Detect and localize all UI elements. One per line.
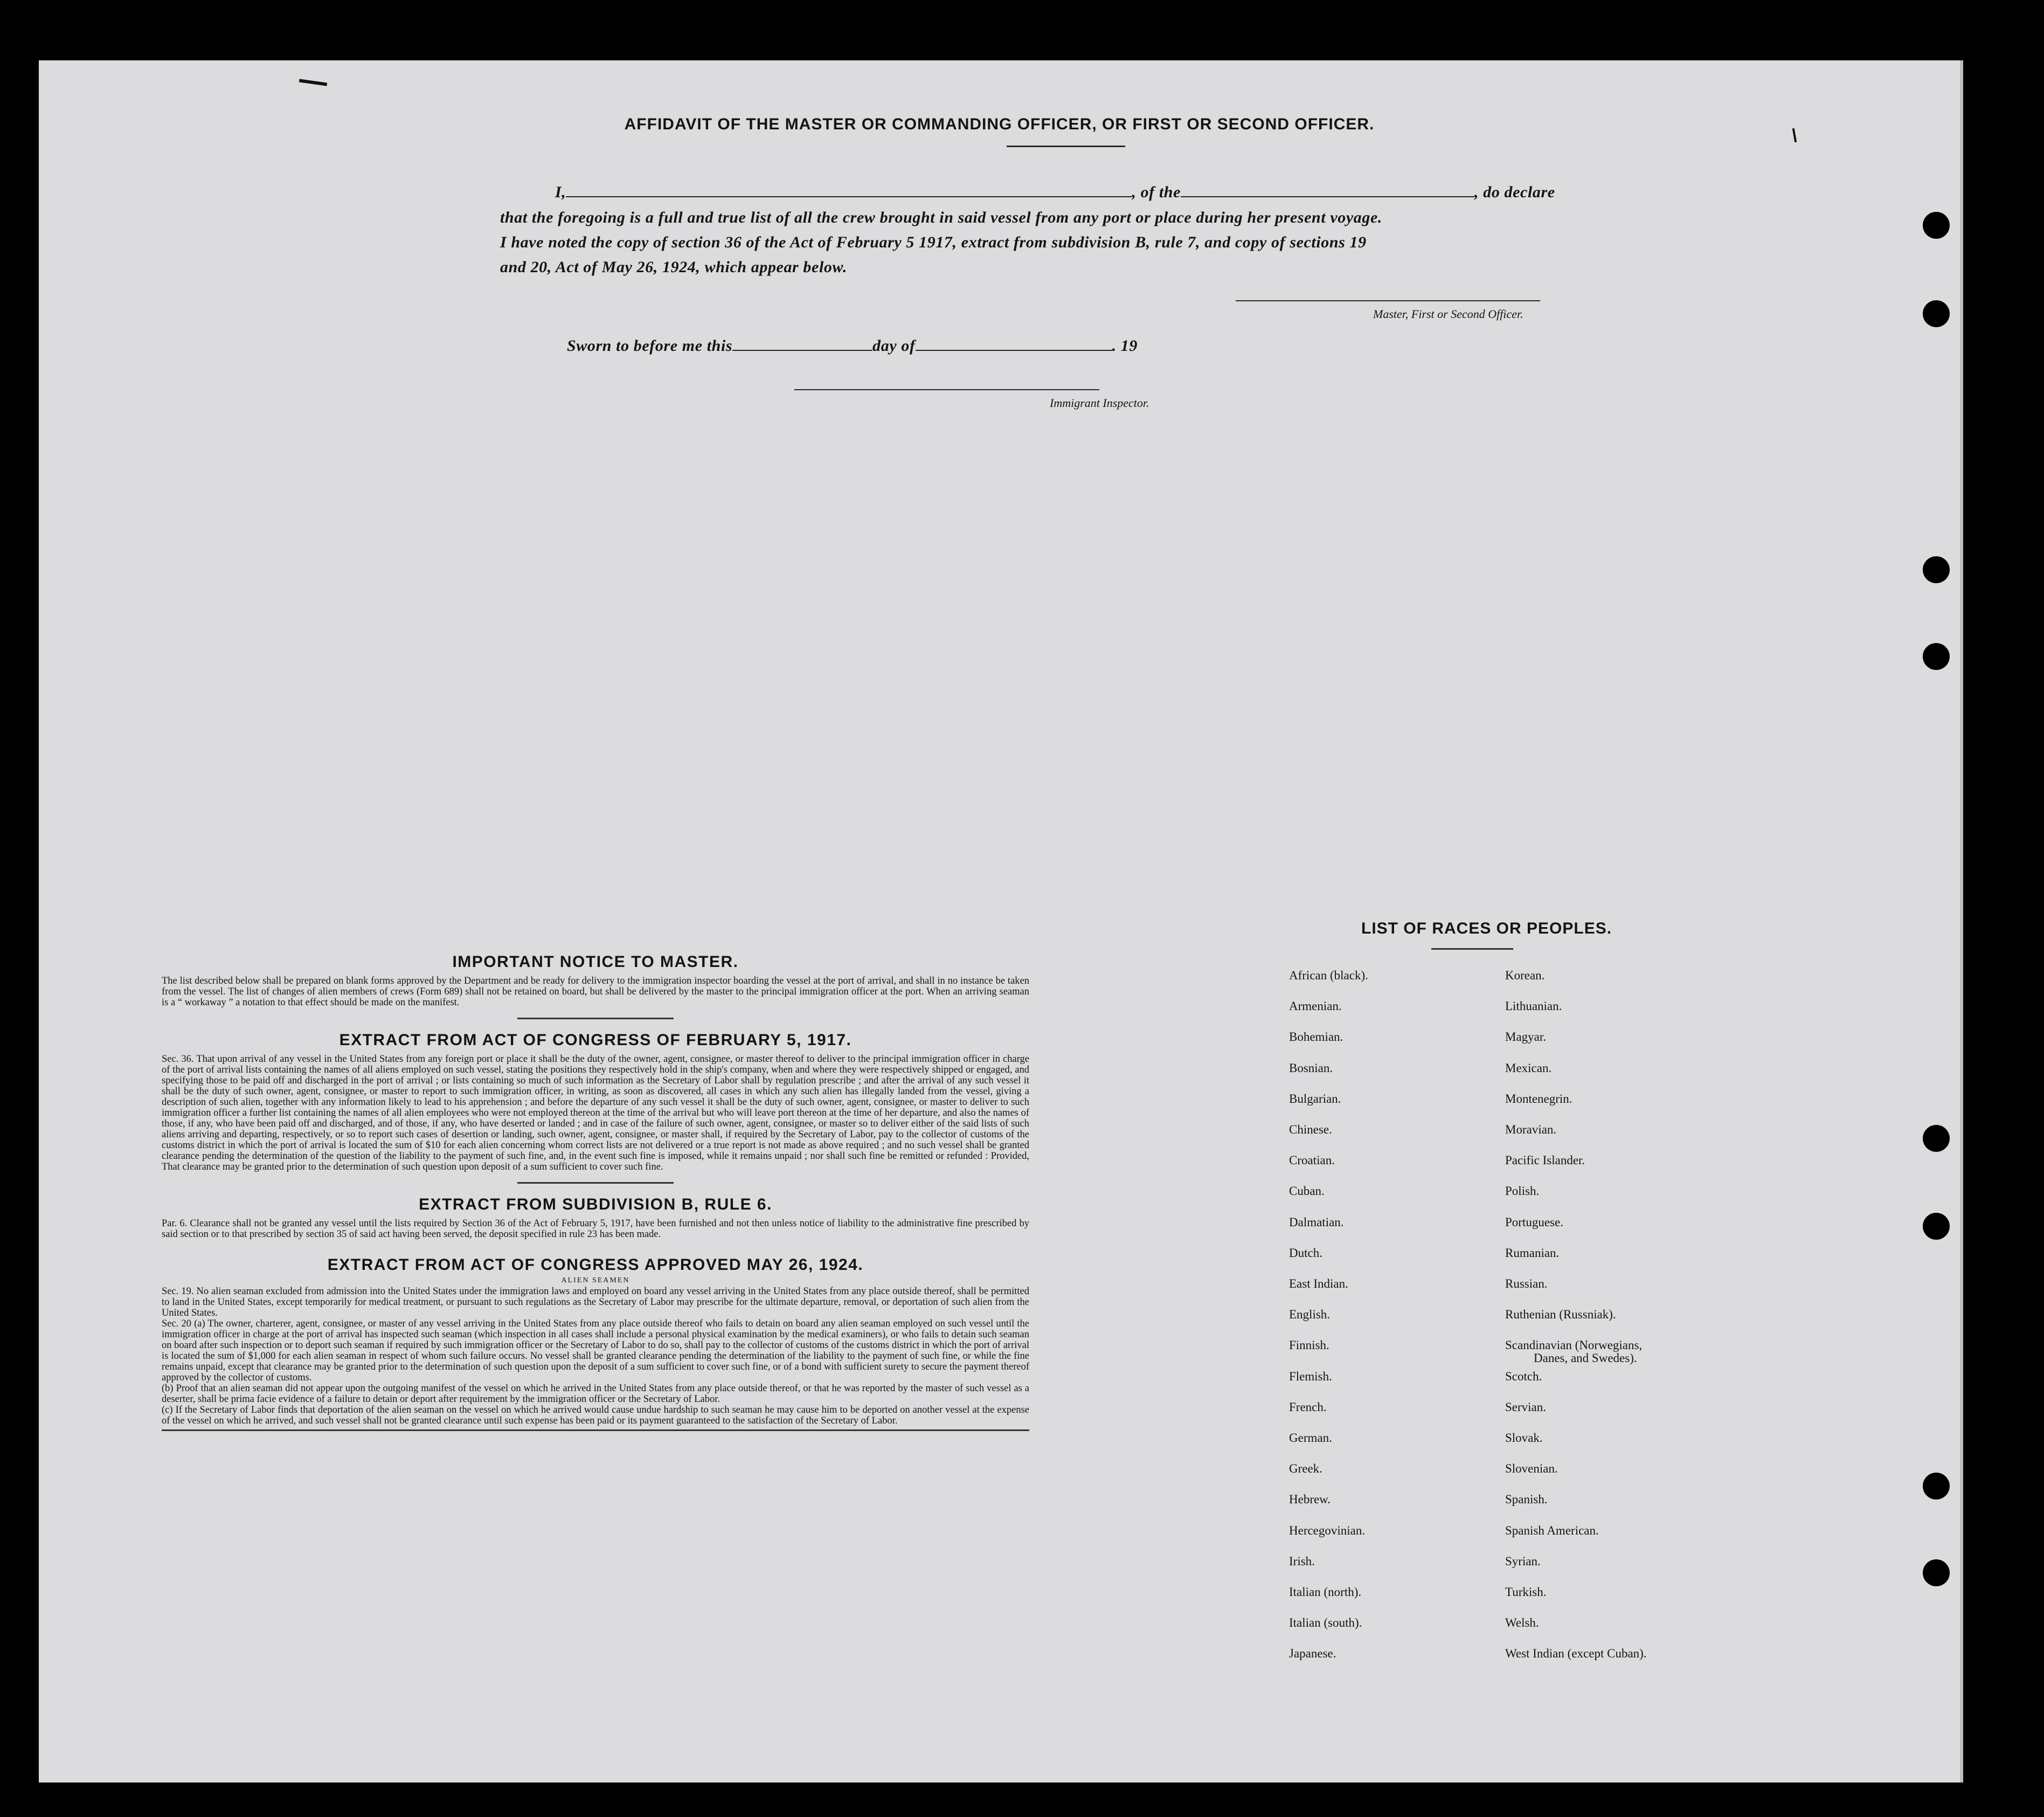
declarant-name-field[interactable] — [566, 196, 1132, 197]
declare-label: , do declare — [1474, 183, 1555, 201]
extract-1924-sec20a: Sec. 20 (a) The owner, charterer, agent, consignee, or master of any vessel arriving in the United States from any place outside thereof who fails to detain on board any alien seaman employed on such vessel until the immigration officer in charge at the port of arrival has inspected such seaman (which inspection in all cases shall include a personal physical examination by the medical examiners), or who fails to detain such seaman on board after such inspection or to deport such seaman if required by such immigration officer or the Secretary of Labor to do so, shall pay to the collector of customs of the customs district in which the port of arrival is located the sum of $1,000 for each alien seaman in respect of whom such failure occurs. No vessel shall be granted clearance pending the determination of the liability to the payment of such fine, or while the fine remains unpaid, except that clearance may be granted prior to the determination of such question upon the deposit of a sum sufficient to cover such fine, or of a bond with sufficient surety to secure the payment thereof approved by the collector of customs. — [162, 1318, 1029, 1383]
punch-hole — [1923, 643, 1950, 670]
sworn-line — [567, 337, 1138, 355]
affidavit-line-3: I have noted the copy of section 36 of the Act of February 5 1917, extract from subdivision B, rule 7, and copy of sections 19 — [500, 233, 1367, 251]
race-item: French. — [1289, 1400, 1327, 1414]
punch-hole — [1923, 1213, 1950, 1240]
race-item: Italian (south). — [1289, 1616, 1362, 1629]
race-item: Armenian. — [1289, 999, 1342, 1013]
punch-hole — [1923, 300, 1950, 327]
extract-rule6-title: EXTRACT FROM SUBDIVISION B, RULE 6. — [419, 1196, 772, 1213]
race-item: Polish. — [1505, 1184, 1540, 1198]
race-item: Japanese. — [1289, 1647, 1336, 1660]
extract-1917-title: EXTRACT FROM ACT OF CONGRESS OF FEBRUARY 5, 1917. — [339, 1031, 852, 1049]
notice-title: IMPORTANT NOTICE TO MASTER. — [452, 953, 739, 971]
race-item: Slovenian. — [1505, 1462, 1558, 1475]
race-item: Scotch. — [1505, 1370, 1542, 1383]
bleed-through — [350, 436, 1158, 450]
section-divider — [517, 1018, 674, 1019]
extract-1924-sec20c: (c) If the Secretary of Labor finds that deportation of the alien seaman on the vessel on which he arrived would cause undue hardship to such seaman he may cause him to be deported on another vessel at the expense of the vessel on which he arrived, and such vessel shall not be granted clearance until such expense has been paid or its payment guaranteed to the satisfaction of the Secretary of Labor. — [162, 1405, 1029, 1426]
race-item: Pacific Islander. — [1505, 1153, 1585, 1167]
race-item: West Indian (except Cuban). — [1505, 1647, 1647, 1660]
punch-hole — [1923, 1559, 1950, 1586]
race-item: Bulgarian. — [1289, 1092, 1341, 1106]
race-item: English. — [1289, 1308, 1331, 1321]
race-item: Lithuanian. — [1505, 999, 1562, 1013]
race-item: Flemish. — [1289, 1370, 1332, 1383]
sworn-day-field[interactable] — [732, 350, 872, 351]
race-item: Montenegrin. — [1505, 1092, 1572, 1106]
race-item: Korean. — [1505, 969, 1545, 982]
race-item: Cuban. — [1289, 1184, 1325, 1198]
race-item: Moravian. — [1505, 1123, 1557, 1136]
race-item: Spanish American. — [1505, 1524, 1599, 1537]
race-item: Finnish. — [1289, 1338, 1329, 1352]
race-item: Scandinavian (Norwegians, — [1505, 1338, 1643, 1352]
declarant-label: I, — [555, 183, 566, 201]
race-item: African (black). — [1289, 969, 1368, 982]
race-item: Welsh. — [1505, 1616, 1539, 1629]
race-item-continuation: Danes, and Swedes). — [1534, 1351, 1637, 1365]
punch-hole — [1923, 212, 1950, 239]
race-item: Ruthenian (Russniak). — [1505, 1308, 1616, 1321]
extract-1917-text: Sec. 36. That upon arrival of any vessel in the United States from any foreign port or place it shall be the duty of the owner, agent, consignee, or master thereof to deliver to the principal immigration officer in charge of the port of arrival lists containing the names of all aliens employed on such vessel, stating the positions they respectively hold in the ship's company, when and where they were respectively shipped or engaged, and specifying those to be paid off and discharged in the port of arrival ; or lists containing so much of such information as the Secretary of Labor shall by regulation prescribe ; and after the arrival of any such vessel it shall be the duty of such owner, agent, consignee, or master to report to such immigration officer, in writing, as soon as discovered, all cases in which any such alien has illegally landed from the vessel, giving a description of such alien, together with any information likely to lead to his apprehension ; and before the departure of any such vessel it shall be the duty of such owner, agent, consignee, or master to deliver to such immigration officer a further list containing the names of all alien employees who were not employed thereon at the time of the arrival but who will leave port thereon at the time of her departure, and also the names of those, if any, who have been paid off and discharged, and of those, if any, who have deserted or landed ; and in case of the failure of such owner, agent, consignee, or master so to deliver either of the said lists of such aliens arriving and departing, respectively, or so to report such cases of desertion or landing, such owner, agent, consignee, or master shall, if required by the Secretary of Labor, pay to the collector of customs of the customs district in which the port of arrival is located the sum of $10 for each alien concerning whom correct lists are not delivered or a true report is not made as above required ; and no such vessel shall be granted clearance pending the determination of the question of the liability to the payment of such fine, and, in the event such fine is imposed, while it remains unpaid ; nor shall such fine be remitted or refunded : Provided, That clearance may be granted prior to the determination of such question upon deposit of a sum sufficient to cover such fine. — [162, 1054, 1029, 1172]
race-item: Syrian. — [1505, 1555, 1541, 1568]
inspector-signature-line[interactable] — [794, 389, 1099, 390]
race-item: Slovak. — [1505, 1431, 1543, 1445]
races-title: LIST OF RACES OR PEOPLES. — [1361, 920, 1612, 937]
race-item: East Indian. — [1289, 1277, 1348, 1290]
affidavit-line-2: that the foregoing is a full and true list of all the crew brought in said vessel from any port or place during her present voyage. — [500, 209, 1383, 226]
extract-1924-title: EXTRACT FROM ACT OF CONGRESS APPROVED MAY 26, 1924. — [327, 1256, 864, 1274]
vessel-label: , of the — [1132, 183, 1181, 201]
punch-hole — [1923, 556, 1950, 583]
inspector-caption: Immigrant Inspector. — [1050, 396, 1149, 410]
notices-column — [162, 953, 1029, 1431]
title-rule — [1007, 146, 1125, 147]
race-item: Russian. — [1505, 1277, 1548, 1290]
race-item: Greek. — [1289, 1462, 1322, 1475]
race-item: Croatian. — [1289, 1153, 1335, 1167]
races-title-rule — [1431, 948, 1513, 950]
extract-rule6-text: Par. 6. Clearance shall not be granted any vessel until the lists required by Section 36 of the Act of February 5, 1917, have been furnished and not then unless notice of liability to the administrative fine prescribed by said section or to that prescribed by section 35 of said act having been served, the deposit specified in rule 23 has been made. — [162, 1218, 1029, 1240]
bottom-rule — [162, 1429, 1029, 1431]
race-item: Bohemian. — [1289, 1030, 1343, 1044]
race-item: Dutch. — [1289, 1246, 1322, 1260]
race-item: Bosnian. — [1289, 1061, 1333, 1075]
sworn-month-field[interactable] — [916, 350, 1112, 351]
torn-corner — [1969, 64, 2044, 158]
race-item: German. — [1289, 1431, 1332, 1445]
race-item: Magyar. — [1505, 1030, 1547, 1044]
race-item: Hercegovinian. — [1289, 1524, 1366, 1537]
notice-text: The list described below shall be prepared on blank forms approved by the Department and be ready for delivery to the immigration inspector boarding the vessel at the port of arrival, and shall in no instance be taken from the vessel. The list of changes of alien members of crews (Form 689) shall not be retained on board, but shall be delivered by the master to the principal immigration officer at the port. When an arriving seaman is a “ workaway ” a notation to that effect should be made on the manifest. — [162, 976, 1029, 1008]
section-divider — [517, 1182, 674, 1184]
punch-hole — [1923, 1473, 1950, 1500]
affidavit-line-4: and 20, Act of May 26, 1924, which appear below. — [500, 258, 848, 276]
punch-hole — [1923, 1125, 1950, 1152]
day-of-label: day of — [872, 337, 916, 355]
affidavit-line-1 — [555, 183, 1555, 202]
vessel-name-field[interactable] — [1181, 196, 1474, 197]
race-item: Italian (north). — [1289, 1585, 1362, 1599]
extract-1924-sec19: Sec. 19. No alien seaman excluded from admission into the United States under the immigration laws and employed on board any vessel arriving in the United States from any place outside thereof, shall be permitted to land in the United States, except temporarily for medical treatment, or pursuant to such regulations as the Secretary of Labor may prescribe for the ultimate departure, removal, or deportation of such alien from the United States. — [162, 1286, 1029, 1318]
sworn-label: Sworn to before me this — [567, 337, 733, 355]
race-item: Servian. — [1505, 1400, 1547, 1414]
race-item: Mexican. — [1505, 1061, 1552, 1075]
race-item: Hebrew. — [1289, 1493, 1331, 1506]
race-item: Portuguese. — [1505, 1215, 1563, 1229]
race-item: Dalmatian. — [1289, 1215, 1344, 1229]
officer-signature-line[interactable] — [1236, 300, 1540, 301]
race-item: Rumanian. — [1505, 1246, 1560, 1260]
race-item: Turkish. — [1505, 1585, 1547, 1599]
extract-1924-subtitle: ALIEN SEAMEN — [561, 1276, 630, 1284]
extract-1924-sec20b: (b) Proof that an alien seaman did not appear upon the outgoing manifest of the vessel on which he arrived in the United States from any place outside thereof, or that he was reported by the master of such vessel as a deserter, shall be prima facie evidence of a failure to detain or deport after requirement by the immigration officer or the Secretary of Labor. — [162, 1383, 1029, 1405]
race-item: Irish. — [1289, 1555, 1315, 1568]
officer-caption: Master, First or Second Officer. — [1373, 307, 1523, 321]
race-item: Chinese. — [1289, 1123, 1332, 1136]
year-label: . 19 — [1112, 337, 1138, 355]
document-sheet — [39, 60, 1963, 1783]
race-item: Spanish. — [1505, 1493, 1548, 1506]
affidavit-title: AFFIDAVIT OF THE MASTER OR COMMANDING OFFICER, OR FIRST OR SECOND OFFICER. — [624, 115, 1375, 133]
